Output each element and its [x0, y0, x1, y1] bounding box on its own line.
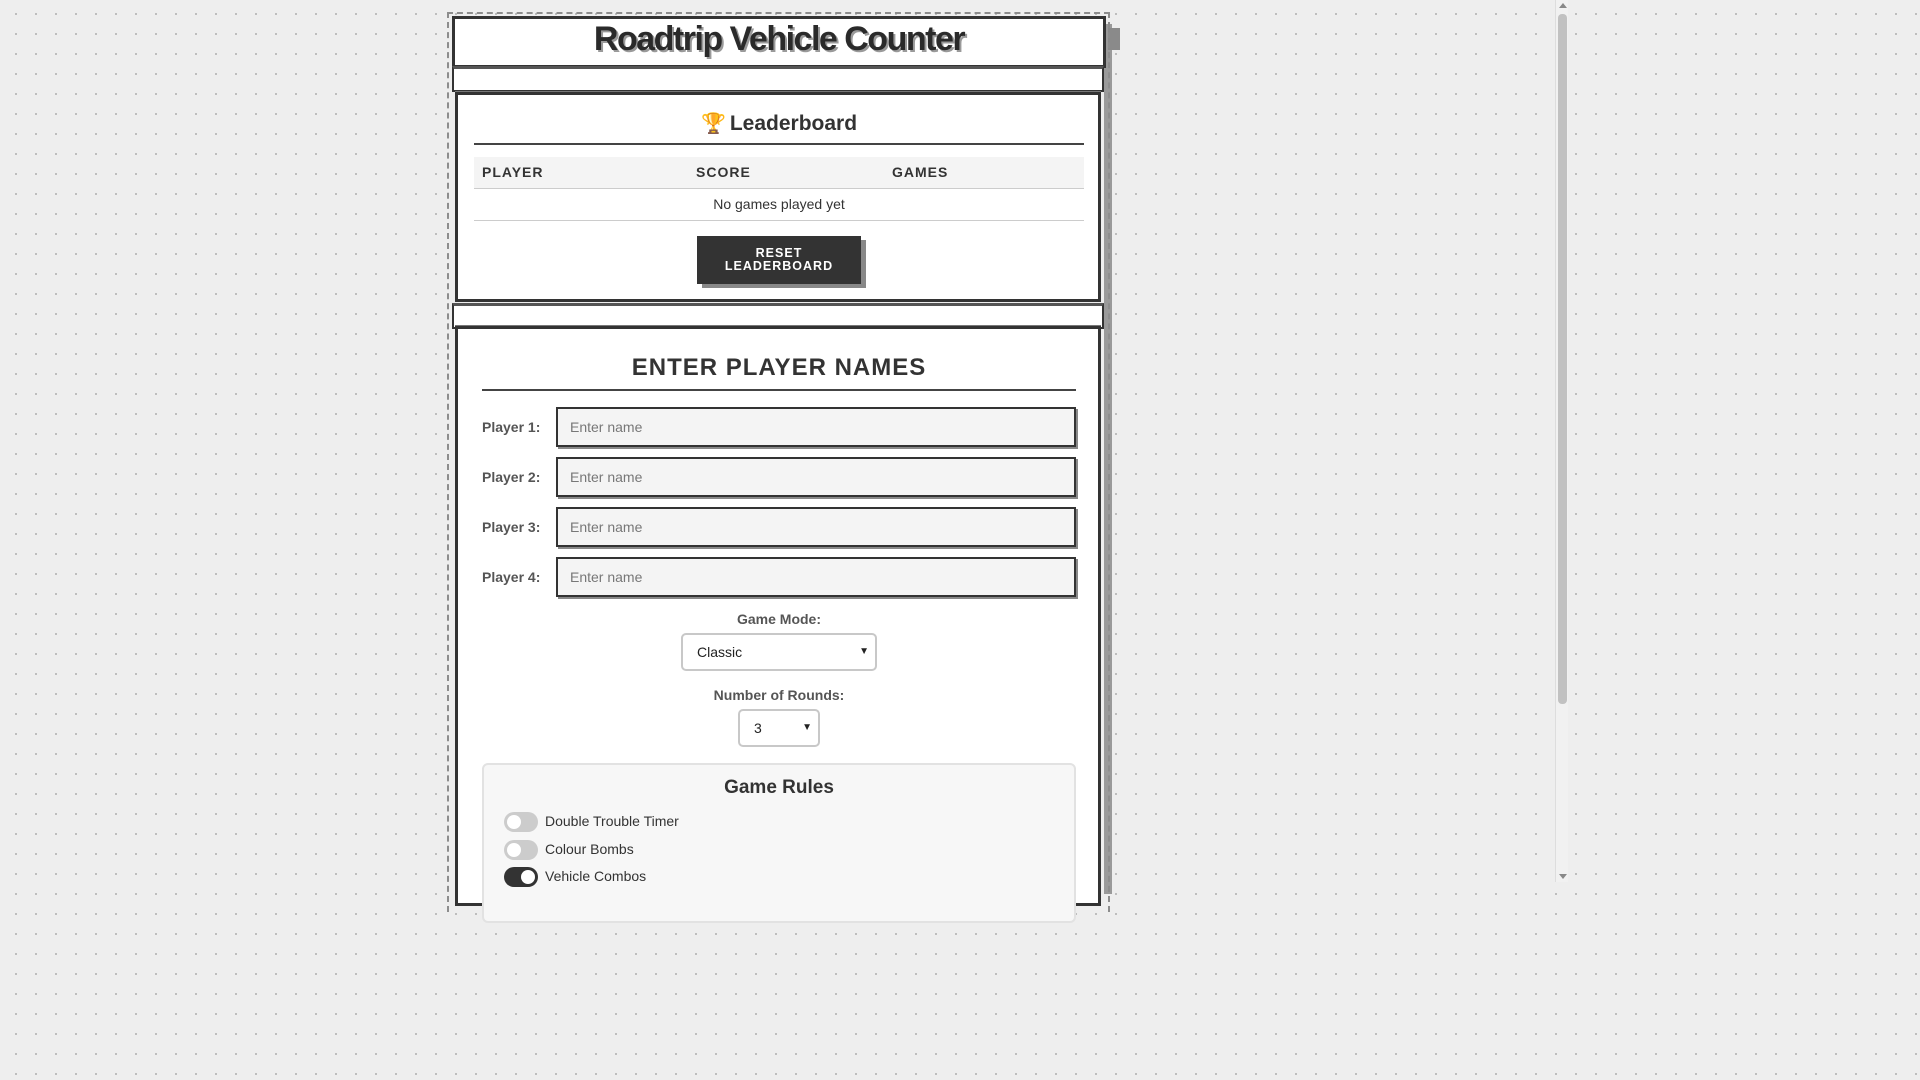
player-2-row [482, 457, 1078, 497]
leaderboard-header-row [474, 157, 1084, 188]
player-4-label: Player 4: [482, 569, 541, 585]
leaderboard-table [474, 157, 1084, 221]
game-rules-box [482, 763, 1076, 923]
leaderboard-divider [474, 143, 1084, 145]
header-divider-strip [452, 66, 1104, 92]
rule-label: Colour Bombs [545, 841, 634, 857]
column-header-player: PLAYER [474, 157, 688, 188]
player-3-label: Player 3: [482, 519, 541, 535]
rounds-select[interactable] [738, 709, 820, 747]
chevron-down-icon: ▼ [859, 646, 869, 657]
chevron-down-icon: ▼ [802, 722, 812, 733]
leaderboard-title-text: Leaderboard [729, 112, 858, 135]
toggle-knob [521, 870, 535, 884]
page-scrollbar[interactable] [1555, 0, 1568, 882]
scroll-up-icon[interactable] [1559, 3, 1567, 8]
player-1-row [482, 407, 1078, 447]
game-mode-select[interactable] [681, 633, 877, 671]
player-4-row [482, 557, 1078, 597]
table-row [474, 188, 1084, 220]
column-header-games: GAMES [884, 157, 1084, 188]
game-mode-selected-value: Classic [697, 644, 743, 660]
toggle-knob [507, 815, 521, 829]
leaderboard-panel [455, 92, 1101, 302]
player-3-row [482, 507, 1078, 547]
trophy-icon: 🏆 [700, 113, 726, 135]
player-4-name-input[interactable] [556, 557, 1076, 597]
game-rules-title: Game Rules [724, 777, 834, 798]
rounds-label: Number of Rounds: [713, 687, 845, 703]
game-mode-label: Game Mode: [736, 611, 821, 627]
leaderboard-empty-message: No games played yet [474, 188, 1084, 220]
scrollbar-thumb[interactable] [1558, 14, 1567, 704]
app-header [452, 16, 1106, 68]
double-trouble-timer-toggle[interactable] [504, 812, 538, 832]
rounds-selected-value: 3 [754, 720, 762, 736]
rule-label: Double Trouble Timer [545, 813, 679, 829]
column-header-score: SCORE [688, 157, 884, 188]
setup-title: ENTER PLAYER NAMES [631, 354, 927, 381]
reset-leaderboard-button[interactable]: RESET LEADERBOARD [697, 236, 861, 284]
player-3-name-input[interactable] [556, 507, 1076, 547]
player-setup-panel [455, 326, 1101, 906]
rule-label: Vehicle Combos [545, 868, 647, 884]
player-1-name-input[interactable] [556, 407, 1076, 447]
player-2-label: Player 2: [482, 469, 541, 485]
leaderboard-title [474, 109, 1084, 139]
setup-divider [482, 389, 1076, 391]
colour-bombs-toggle[interactable] [504, 840, 538, 860]
toggle-knob [507, 843, 521, 857]
player-1-label: Player 1: [482, 419, 541, 435]
player-2-name-input[interactable] [556, 457, 1076, 497]
app-title: Roadtrip Vehicle Counter [593, 20, 965, 58]
vehicle-combos-toggle[interactable] [504, 867, 538, 887]
scroll-down-icon[interactable] [1559, 874, 1567, 879]
